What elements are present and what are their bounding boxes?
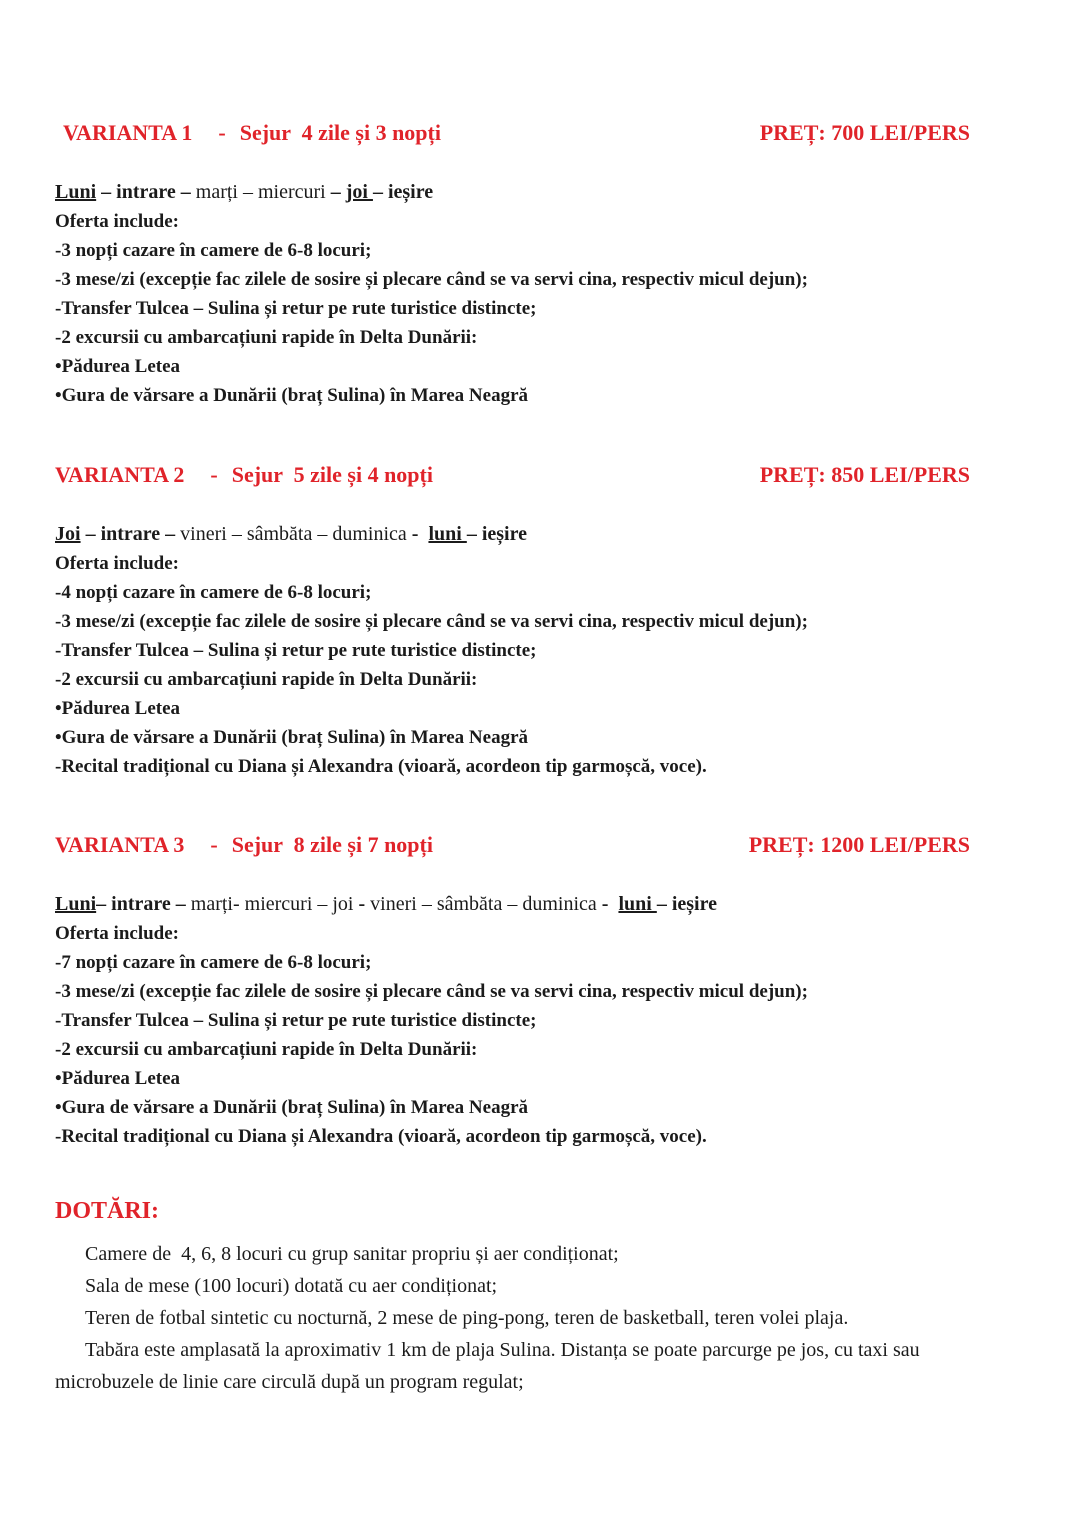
variant-subtitle: Sejur 5 zile și 4 nopți [231,462,433,487]
schedule-line [55,178,970,207]
offer-item: -2 excursii cu ambarcațiuni rapide în Delta Dunării: [55,669,478,690]
dotari-line: Tabăra este amplasată la aproximativ 1 km de plaja Sulina. Distanța se poate parcurge pe jos, cu taxi sau microbuzele de linie care circulă după un program regulat; [55,1339,925,1393]
offer-item: -Recital tradițional cu Diana și Alexandra (vioară, acordeon tip garmoșcă, voce). [55,756,707,777]
schedule-segment: – intrare – [96,893,191,915]
variant-subtitle: Sejur 4 zile și 3 nopți [239,120,441,145]
schedule-segment: - [411,523,429,545]
variant-title: VARIANTA 3 [55,832,185,857]
offer-item: -Transfer Tulcea – Sulina și retur pe rute turistice distincte; [55,1010,537,1031]
price-label: PREȚ: 1200 LEI/PERS [748,832,970,857]
variant-2-section [55,460,970,781]
variant-3-section [55,830,970,1151]
schedule-segment: marți- miercuri – joi [190,893,359,915]
variant-1-heading [55,118,970,147]
offer-item: -Transfer Tulcea – Sulina și retur pe rute turistice distincte; [55,298,537,319]
offer-items-list [55,578,970,781]
dotari-line: Camere de 4, 6, 8 locuri cu grup sanitar propriu și aer condiționat; [85,1243,619,1265]
schedule-segment: vineri – sâmbăta – duminica [180,523,412,545]
schedule-segment: – ieșire [372,181,434,203]
offer-item: -3 mese/zi (excepție fac zilele de sosire și plecare când se va servi cina, respectiv micul dejun); [55,269,808,290]
dotari-line: Sala de mese (100 locuri) dotată cu aer condiționat; [85,1275,498,1297]
offer-item: •Pădurea Letea [55,356,181,377]
schedule-segment: – ieșire [656,893,717,915]
offer-item: •Pădurea Letea [55,1068,181,1089]
variant-2-heading [55,460,970,489]
offer-items-list [55,948,970,1151]
price-label: PREȚ: 850 LEI/PERS [759,462,970,487]
schedule-segment: - [358,893,371,915]
offer-include-label: Oferta include: [55,553,180,574]
offer-item: -7 nopți cazare în camere de 6-8 locuri; [55,952,372,973]
schedule-segment: – intrare – [96,181,196,203]
price-label: PREȚ: 700 LEI/PERS [759,120,970,145]
variant-1-section [55,118,970,410]
schedule-segment: – ieșire [466,523,527,545]
schedule-line [55,890,970,919]
dotari-line: Teren de fotbal sintetic cu nocturnă, 2 mese de ping-pong, teren de basketball, teren volei plaja. [85,1307,849,1329]
schedule-segment: luni [618,893,657,915]
variant-separator: - [218,120,226,145]
variant-separator: - [210,832,218,857]
schedule-segment: - [601,893,619,915]
offer-item: -2 excursii cu ambarcațiuni rapide în Delta Dunării: [55,327,478,348]
variant-title: VARIANTA 2 [55,462,185,487]
variant-separator: - [210,462,218,487]
variant-3-heading [55,830,970,859]
dotari-section [55,1196,970,1398]
variant-title: VARIANTA 1 [63,120,193,145]
schedule-segment: Luni [55,893,97,915]
schedule-segment: – [330,181,346,203]
schedule-segment: vineri – sâmbăta – duminica [370,893,602,915]
offer-item: •Gura de vărsare a Dunării (braț Sulina) în Marea Neagră [55,727,529,748]
schedule-segment: – intrare – [80,523,181,545]
dotari-lines-list [55,1238,970,1398]
offer-item: -3 mese/zi (excepție fac zilele de sosire și plecare când se va servi cina, respectiv micul dejun); [55,611,808,632]
dotari-heading: DOTĂRI: [55,1198,160,1224]
schedule-segment: Joi [55,523,81,545]
offer-item: -3 nopți cazare în camere de 6-8 locuri; [55,240,372,261]
offer-item: -Recital tradițional cu Diana și Alexandra (vioară, acordeon tip garmoșcă, voce). [55,1126,707,1147]
schedule-segment: joi [345,181,373,203]
offer-item: -3 mese/zi (excepție fac zilele de sosire și plecare când se va servi cina, respectiv micul dejun); [55,981,808,1002]
offer-item: •Pădurea Letea [55,698,181,719]
schedule-line [55,520,970,549]
offer-include-label: Oferta include: [55,923,180,944]
schedule-segment: marți – miercuri [195,181,331,203]
offer-item: •Gura de vărsare a Dunării (braț Sulina) în Marea Neagră [55,385,529,406]
offer-item: -Transfer Tulcea – Sulina și retur pe rute turistice distincte; [55,640,537,661]
offer-item: •Gura de vărsare a Dunării (braț Sulina) în Marea Neagră [55,1097,529,1118]
offer-items-list [55,236,970,410]
offer-include-label: Oferta include: [55,211,180,232]
offer-item: -4 nopți cazare în camere de 6-8 locuri; [55,582,372,603]
variant-subtitle: Sejur 8 zile și 7 nopți [231,832,433,857]
schedule-segment: Luni [55,181,97,203]
schedule-segment: luni [428,523,467,545]
offer-item: -2 excursii cu ambarcațiuni rapide în Delta Dunării: [55,1039,478,1060]
